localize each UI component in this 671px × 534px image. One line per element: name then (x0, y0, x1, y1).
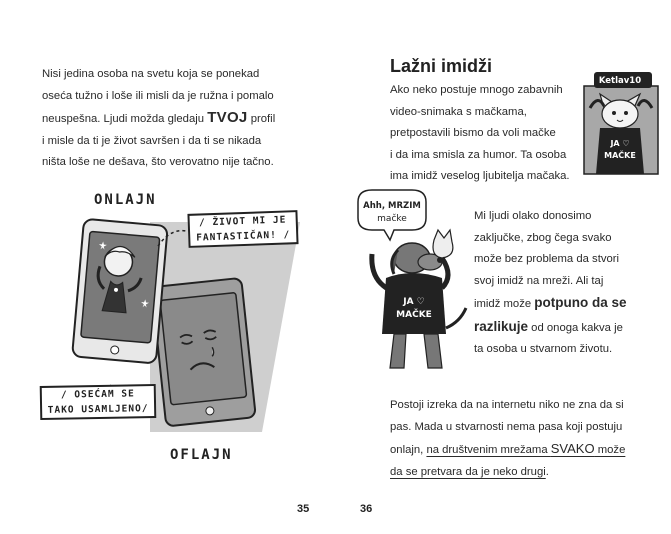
offline-speech-bubble (40, 384, 157, 420)
para-text: od onoga kakva je (528, 321, 623, 334)
bubble-line: TAKO USAMLJENO/ (47, 403, 149, 416)
phones-illustration (0, 0, 335, 534)
para-line (474, 316, 664, 340)
cat-shirt-line1: JA ♡ (610, 139, 630, 148)
dog-speech-line1: Ahh, MRZIM (363, 201, 421, 211)
para-line (390, 462, 670, 484)
intro-line: ništa loše ne dešava, što verovatno nije tačno. (42, 156, 274, 168)
cat-shirt-line2: MAČKE (604, 151, 636, 160)
offline-label: OFLAJN (170, 447, 233, 463)
underlined-part: može (594, 444, 626, 456)
underlined-part: na društvenim mrežama (426, 444, 551, 456)
para-line: Mi ljudi olako donosimo (474, 210, 592, 222)
para-line (474, 292, 664, 316)
para-line: ima imidž veselog ljubitelja mačaka. (390, 170, 570, 182)
emphasis-text: razlikuje (474, 318, 529, 334)
para-text: onlajn, (390, 444, 427, 456)
emphasis-tvoj: TVOJ (207, 109, 248, 126)
dog-speech-line2: mačke (377, 214, 407, 224)
intro-line: oseća tužno i loše ili misli da je ružna i pomalo (42, 89, 274, 102)
emphasis-svako: SVAKO (550, 441, 595, 456)
section-heading: Lažni imidži (390, 56, 493, 76)
intro-text: profil (247, 113, 276, 125)
page-number: 35 (297, 503, 310, 515)
bubble-line: FANTASTIČAN! / (196, 229, 291, 244)
intro-text: neuspešna. Ljudi možda gledaju (42, 113, 208, 125)
online-label: ONLAJN (94, 192, 157, 208)
para-line: pas. Mada u stvarnosti nema pasa koji postuju (390, 420, 623, 433)
internet-dog-paragraph (390, 395, 670, 483)
para-line: može bez problema da stvori (474, 253, 620, 265)
intro-line: Nisi jedina osoba na svetu koja se ponekad (42, 68, 260, 80)
intro-line: i misle da ti je život savršen i da ti se nikada (42, 134, 262, 147)
cat-profile-card (582, 68, 662, 178)
dog-illustration (350, 188, 480, 378)
underlined-text: da se pretvara da je neko drugi (390, 465, 546, 478)
para-line: ta osoba u stvarnom životu. (474, 343, 613, 355)
dog-shirt-line2: MAČKE (396, 310, 432, 320)
para-line: video-snimaka s mačkama, (390, 105, 527, 118)
para-line: zaključke, zbog čega svako (474, 231, 612, 244)
para-line: svoj imidž na mreži. Ali taj (474, 274, 604, 287)
underlined-text (426, 441, 626, 456)
online-speech-bubble (187, 210, 298, 248)
offline-phone (152, 278, 256, 427)
para-line: pretpostavili bismo da voli mačke (390, 127, 556, 139)
page-number: 36 (360, 503, 373, 515)
left-page (0, 0, 335, 534)
cat-username: Ketlav10 (598, 76, 642, 86)
online-phone (72, 219, 168, 364)
cat-video-paragraph (390, 80, 590, 188)
bubble-line: / ŽIVOT MI JE (198, 214, 287, 229)
para-line: Postoji izreka da na internetu niko ne zna da si (390, 399, 624, 411)
para-line: Ako neko postuje mnogo zabavnih (390, 84, 563, 96)
para-text: imidž može (474, 298, 535, 310)
para-text: . (545, 465, 549, 478)
image-paragraph (474, 206, 664, 361)
bubble-line: / OSEĆAM SE (60, 388, 135, 401)
dog-shirt-line1: JA ♡ (403, 297, 425, 307)
right-page (336, 0, 671, 534)
emphasis-text: potpuno da se (534, 295, 627, 310)
para-line (390, 438, 670, 462)
para-line: i da ima smisla za humor. Ta osoba (390, 148, 567, 161)
